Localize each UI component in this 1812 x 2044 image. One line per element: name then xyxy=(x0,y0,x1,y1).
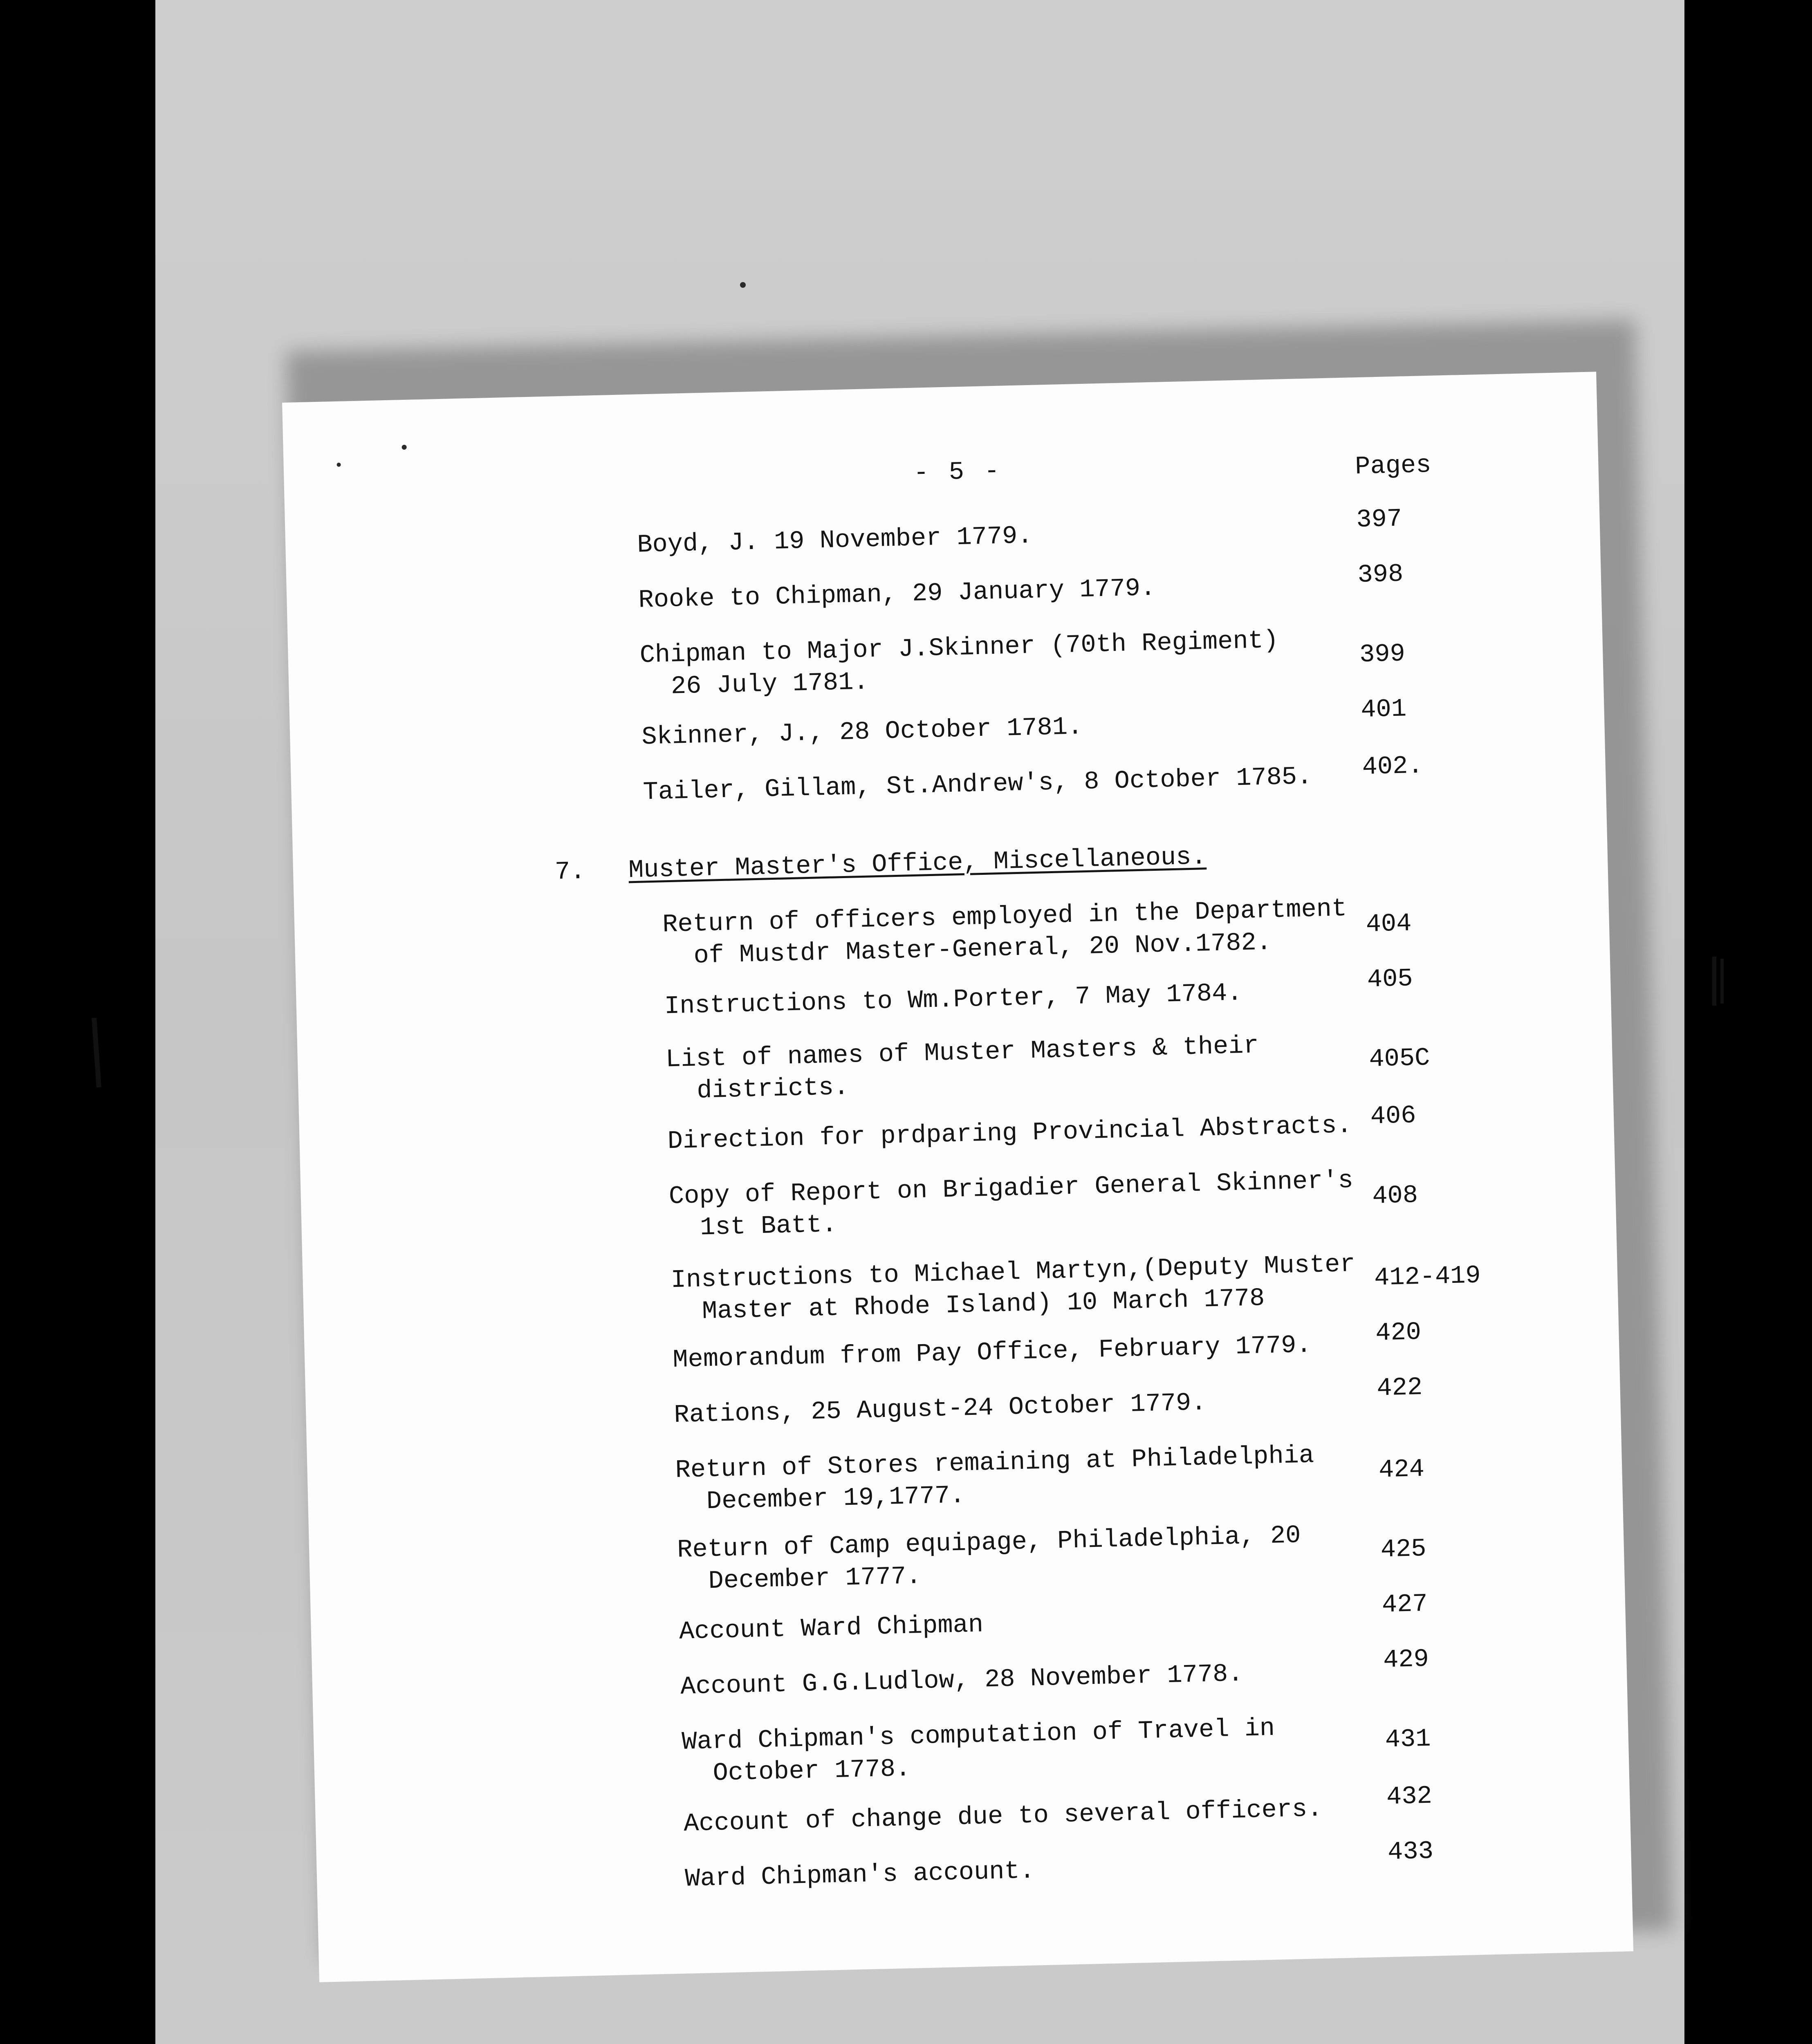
entry-pages: 429 xyxy=(1383,1644,1429,1675)
entry-pages: 401 xyxy=(1360,694,1407,725)
section-title: Muster Master's Office, Miscellaneous. xyxy=(628,842,1207,885)
entry-pages: 412-419 xyxy=(1374,1261,1481,1293)
entry-pages: 425 xyxy=(1380,1534,1427,1564)
entry-pages: 431 xyxy=(1384,1724,1431,1755)
entry-pages: 422 xyxy=(1376,1372,1423,1403)
margin-mark-left xyxy=(92,1018,101,1087)
entry-text: Rooke to Chipman, 29 January 1779. xyxy=(638,573,1156,615)
entry-text: Return of Stores remaining at Philadelphia December 19,1777. xyxy=(675,1441,1314,1517)
pages-column-header: Pages xyxy=(1355,450,1432,482)
margin-mark-right-2 xyxy=(1720,959,1724,1004)
entry-pages: 420 xyxy=(1375,1318,1422,1348)
page-number: - 5 - xyxy=(913,456,1002,488)
section-number: 7. xyxy=(554,856,586,887)
entry-pages: 408 xyxy=(1372,1181,1418,1211)
entry-text: Memorandum from Pay Office, February 1779. xyxy=(672,1330,1312,1375)
paper-speck xyxy=(402,445,407,450)
entry-text: Ward Chipman's computation of Travel in October 1778. xyxy=(681,1713,1275,1788)
entry-text: Account of change due to several officers. xyxy=(683,1794,1323,1838)
entry-pages: 398 xyxy=(1357,559,1404,590)
entry-pages: 402. xyxy=(1361,751,1424,782)
paper-speck-2 xyxy=(336,463,341,467)
entry-pages: 405C xyxy=(1368,1043,1431,1074)
entry-pages: 406 xyxy=(1370,1101,1417,1131)
entry-text: Boyd, J. 19 November 1779. xyxy=(637,521,1033,560)
entry-text: Skinner, J., 28 October 1781. xyxy=(641,712,1083,752)
backing-speck xyxy=(740,282,746,288)
entry-text: Tailer, Gillam, St.Andrew's, 8 October 1785. xyxy=(642,762,1313,807)
entry-pages: 424 xyxy=(1378,1454,1425,1485)
entry-pages: 404 xyxy=(1365,909,1412,939)
entry-pages: 397 xyxy=(1356,504,1402,535)
entry-text: List of names of Muster Masters & their districts. xyxy=(665,1031,1259,1106)
entry-text: Return of Camp equipage, Philadelphia, 20 December 1777. xyxy=(677,1521,1301,1596)
document-sheet xyxy=(282,372,1633,1982)
entry-text: Copy of Report on Brigadier General Skinner's 1st Batt. xyxy=(668,1165,1354,1243)
entry-text: Chipman to Major J.Skinner (70th Regiment) 26 July 1781. xyxy=(639,625,1279,702)
entry-text: Account G.G.Ludlow, 28 November 1778. xyxy=(680,1659,1244,1701)
entry-text: Instructions to Wm.Porter, 7 May 1784. xyxy=(664,978,1243,1021)
entry-pages: 405 xyxy=(1367,964,1413,994)
entry-pages: 427 xyxy=(1381,1589,1428,1620)
entry-text: Return of officers employed in the Department of Mustdr Master-General, 20 Nov.1782. xyxy=(662,894,1347,971)
entry-pages: 433 xyxy=(1387,1836,1434,1867)
entry-text: Instructions to Michael Martyn,(Deputy Muster Master at Rhode Island) 10 March 1778 xyxy=(671,1249,1356,1327)
entry-text: Ward Chipman's account. xyxy=(684,1856,1035,1894)
entry-text: Rations, 25 August-24 October 1779. xyxy=(673,1388,1207,1430)
entry-pages: 399 xyxy=(1359,639,1406,670)
entry-text: Direction for prdparing Provincial Abstracts. xyxy=(667,1110,1352,1156)
margin-mark-right xyxy=(1712,957,1716,1006)
entry-pages: 432 xyxy=(1386,1781,1433,1812)
entry-text: Account Ward Chipman xyxy=(679,1610,984,1646)
